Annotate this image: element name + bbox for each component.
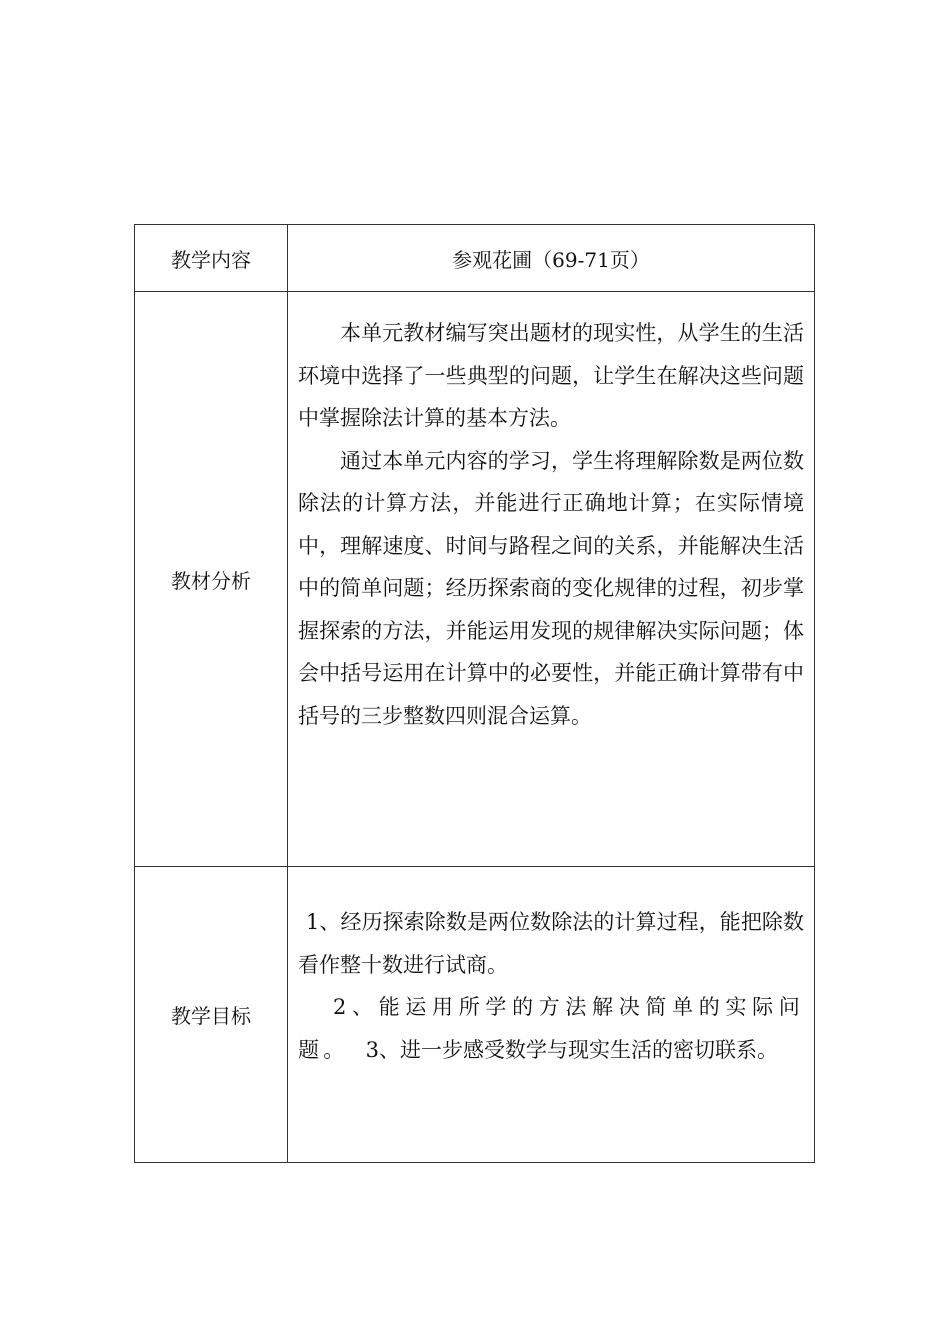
table-row-analysis: [135, 292, 815, 867]
content-value: 参观花圃（69-71页）: [288, 225, 815, 292]
content-label: 教学内容: [135, 225, 288, 292]
analysis-paragraph-2: 通过本单元内容的学习，学生将理解除数是两位数除法的计算方法，并能进行正确地计算；在实际情境中，理解速度、时间与路程之间的关系，并能解决生活中的简单问题；经历探索商的变化规律的过程，初步掌握探索的方法，并能运用发现的规律解决实际问题；体会中括号运用在计算中的必要性，并能正确计算带有中括号的三步整数四则混合运算。: [298, 448, 804, 728]
goals-label: 教学目标: [135, 867, 288, 1163]
table-row-goals: [135, 867, 815, 1163]
analysis-paragraph-1: 本单元教材编写突出题材的现实性，从学生的生活环境中选择了一些典型的问题，让学生在解决这些问题中掌握除法计算的基本方法。: [298, 321, 804, 430]
goal-item-3-text: 3、进一步感受数学与现实生活的密切联系。: [365, 1037, 778, 1062]
analysis-label: 教材分析: [135, 292, 288, 867]
lesson-plan-table: [134, 224, 815, 1163]
goal-item-3: [338, 1038, 778, 1062]
table-row-content: [135, 225, 815, 292]
goal-item-2-wrapper: [298, 986, 804, 1071]
goal-item-1: 1、经历探索除数是两位数除法的计算过程，能把除数看作整十数进行试商。: [298, 910, 804, 977]
goal-item-2: 2、能运用所学的方法解决简单的实际问题。: [298, 995, 804, 1062]
analysis-cell: [288, 292, 815, 867]
goals-cell: [288, 867, 815, 1163]
